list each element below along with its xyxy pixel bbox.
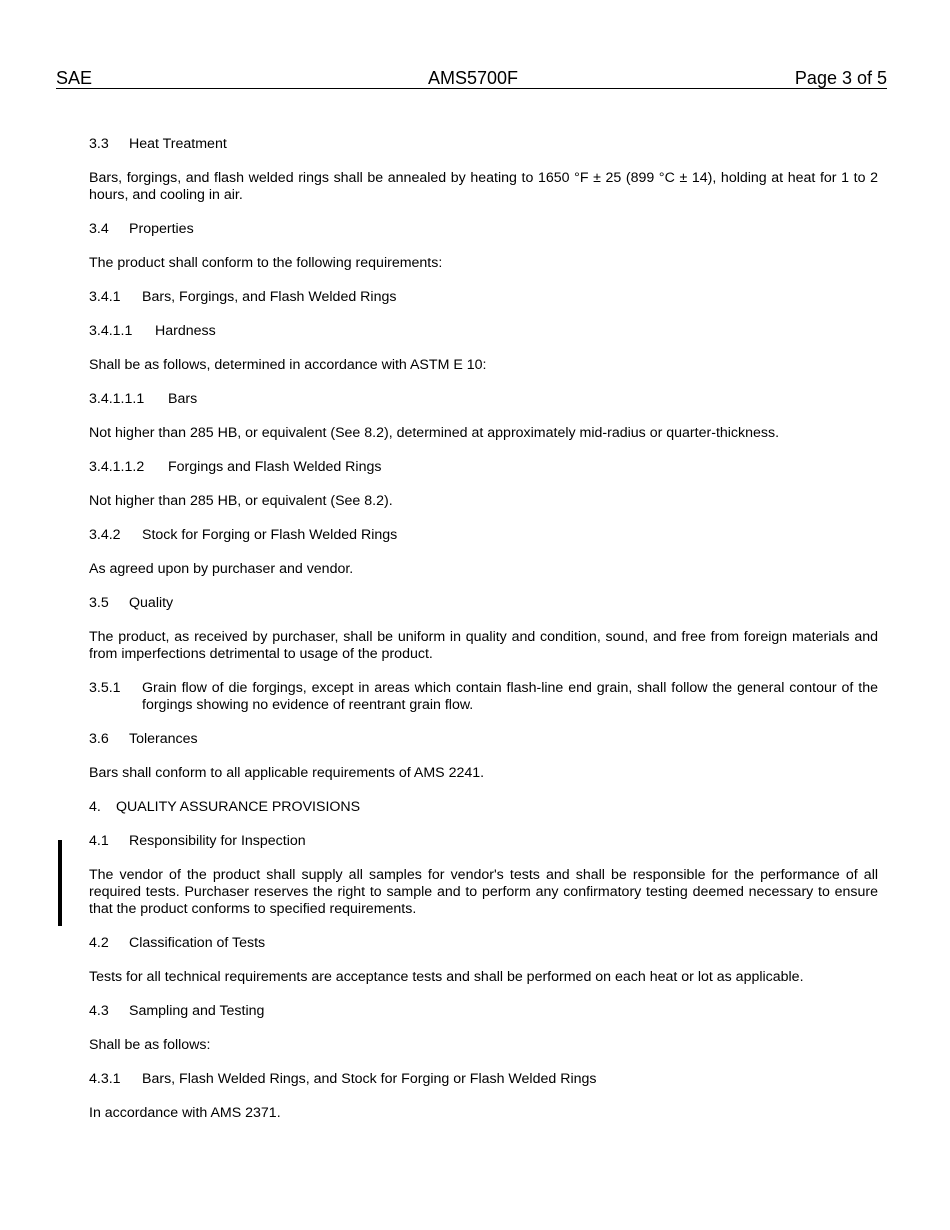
paragraph: Shall be as follows, determined in accordance with ASTM E 10: [89, 357, 487, 373]
section-heading [89, 833, 878, 850]
paragraph: Not higher than 285 HB, or equivalent (See 8.2). [89, 493, 393, 509]
paragraph: Not higher than 285 HB, or equivalent (See 8.2), determined at approximately mid-radius or quarter-thickness. [89, 425, 780, 441]
paragraph: Tests for all technical requirements are acceptance tests and shall be performed on each heat or lot as applicable. [89, 969, 804, 985]
section-title: Bars [168, 391, 198, 407]
paragraph: As agreed upon by purchaser and vendor. [89, 561, 354, 577]
section-title: Responsibility for Inspection [129, 833, 306, 849]
header-org: SAE [56, 68, 93, 88]
paragraph: Bars, forgings, and flash welded rings shall be annealed by heating to 1650 °F ± 25 (899 °C ± 14), holding at heat for 1 to 2 hours, and cooling in air. [89, 170, 878, 203]
section-number: 3.4.1 [89, 289, 121, 305]
paragraph: The product shall conform to the following requirements: [89, 255, 443, 271]
section-heading [89, 221, 878, 238]
section-title: Tolerances [129, 731, 198, 747]
section-title: Heat Treatment [129, 136, 227, 152]
revision-change-bar [58, 840, 62, 926]
section-heading [89, 799, 878, 816]
section-heading [89, 527, 878, 544]
paragraph: Shall be as follows: [89, 1037, 211, 1053]
section-heading [89, 459, 878, 476]
section-heading [89, 935, 878, 952]
paragraph: In accordance with AMS 2371. [89, 1105, 281, 1121]
section-number: 3.6 [89, 731, 109, 747]
section-number: 4.2 [89, 935, 109, 951]
section-heading [89, 731, 878, 748]
section-title: Sampling and Testing [129, 1003, 265, 1019]
section-heading [89, 391, 878, 408]
section-heading [89, 289, 878, 306]
paragraph: Bars shall conform to all applicable requirements of AMS 2241. [89, 765, 485, 781]
section-title: Forgings and Flash Welded Rings [168, 459, 382, 475]
section-number: 3.4.2 [89, 527, 121, 543]
page-header [56, 68, 887, 89]
section-heading [89, 136, 878, 153]
section-number: 3.4.1.1.1 [89, 391, 145, 407]
section-number: 4.1 [89, 833, 109, 849]
section-number: 3.3 [89, 136, 109, 152]
section-number: 4. [89, 799, 101, 815]
paragraph: The vendor of the product shall supply all samples for vendor's tests and shall be responsible for the performance of all required tests. Purchaser reserves the right to sample and to perform any confirmatory testing deemed necessary to ensure that the product conforms to specified requirements. [89, 867, 878, 917]
section-title: Bars, Forgings, and Flash Welded Rings [142, 289, 397, 305]
section-heading [89, 595, 878, 612]
section-title: Bars, Flash Welded Rings, and Stock for Forging or Flash Welded Rings [142, 1071, 597, 1087]
section-number: 4.3 [89, 1003, 109, 1019]
section-title: Quality [129, 595, 174, 611]
section-number: 3.5.1 [89, 680, 121, 696]
header-doc-id: AMS5700F [428, 68, 519, 88]
section-number: 3.4.1.1 [89, 323, 133, 339]
section-number: 4.3.1 [89, 1071, 121, 1087]
section-title: Hardness [155, 323, 216, 339]
section-number: 3.4 [89, 221, 109, 237]
numbered-clause [89, 680, 878, 714]
paragraph: The product, as received by purchaser, shall be uniform in quality and condition, sound, and free from foreign materials and from imperfections detrimental to usage of the product. [89, 629, 878, 662]
document-body [89, 136, 878, 1139]
section-number: 3.5 [89, 595, 109, 611]
header-page-number: Page 3 of 5 [794, 68, 887, 88]
section-title: Properties [129, 221, 194, 237]
section-title: Stock for Forging or Flash Welded Rings [142, 527, 398, 543]
section-number: 3.4.1.1.2 [89, 459, 145, 475]
clause-text: Grain flow of die forgings, except in areas which contain flash-line end grain, shall follow the general contour of the forgings showing no evidence of reentrant grain flow. [142, 680, 878, 713]
section-heading [89, 323, 878, 340]
section-heading [89, 1003, 878, 1020]
section-heading [89, 1071, 878, 1088]
section-title: QUALITY ASSURANCE PROVISIONS [116, 799, 361, 815]
section-title: Classification of Tests [129, 935, 266, 951]
